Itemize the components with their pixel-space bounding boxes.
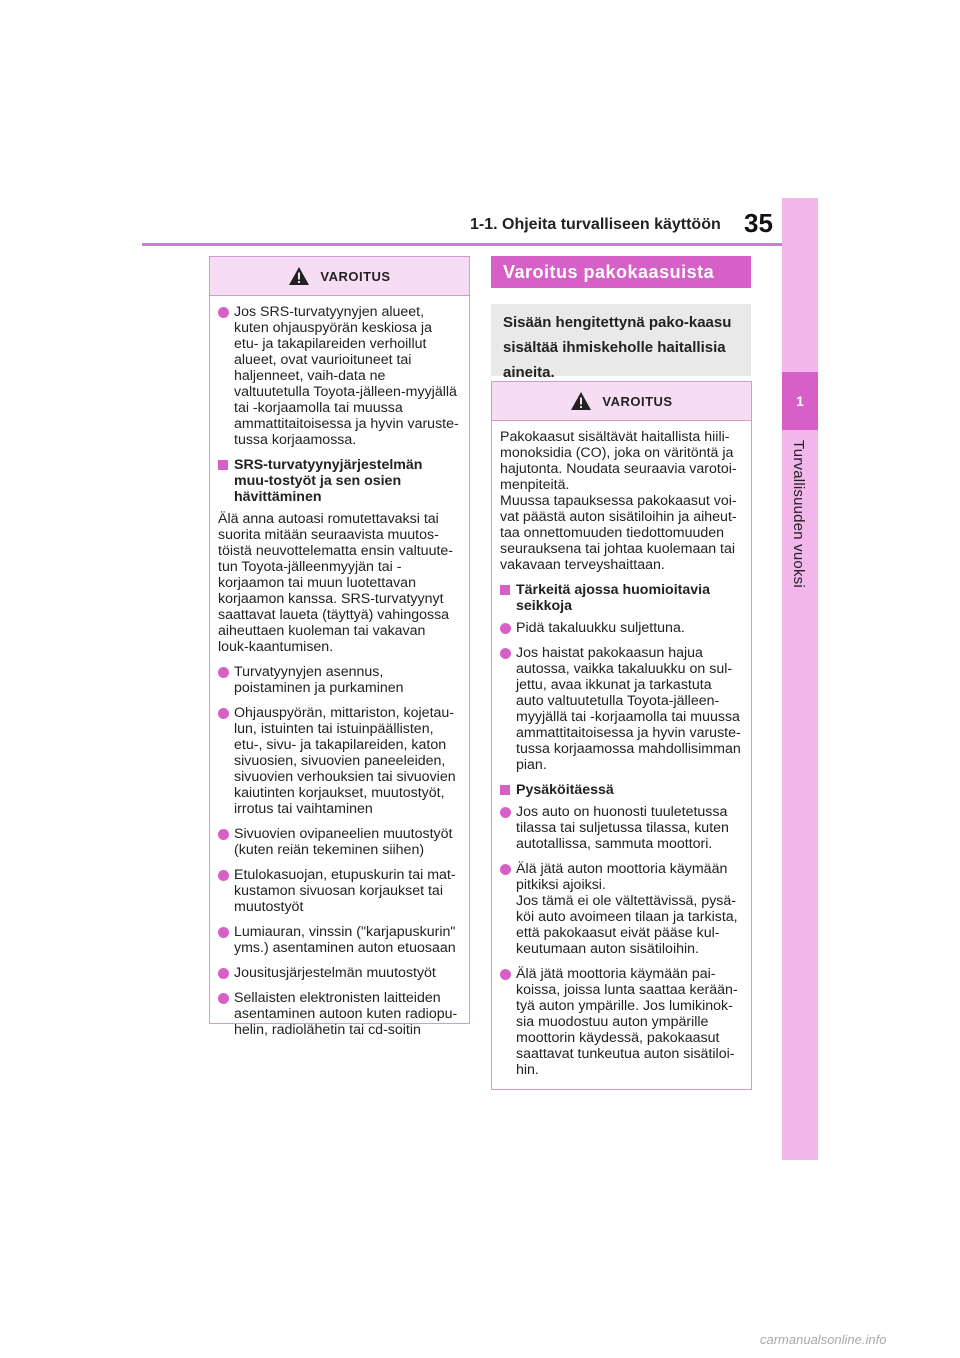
bullet-item: Etulokasuojan, etupuskurin tai mat-kustamon sivuosan korjaukset tai muutostyöt	[218, 867, 459, 915]
subheading: Tärkeitä ajossa huomioitavia seikkoja	[500, 582, 741, 614]
left-warning-body	[210, 296, 469, 1055]
bullet-item: Pidä takaluukku suljettuna.	[500, 620, 741, 636]
bullet-item: Lumiauran, vinssin ("karjapuskurin" yms.) asentaminen auton etuosaan	[218, 924, 459, 956]
warning-triangle-icon	[570, 391, 592, 411]
header-rule	[142, 243, 782, 246]
bullet-item: Sivuovien ovipaneelien muutostyöt (kuten reiän tekeminen siihen)	[218, 826, 459, 858]
bullet-item: Turvatyynyjen asennus, poistaminen ja purkaminen	[218, 664, 459, 696]
subheading: Pysäköitäessä	[500, 782, 741, 798]
bullet-item: Jos SRS-turvatyynyjen alueet, kuten ohjauspyörän keskiosa ja etu- ja takapilareiden verhoillut alueet, ovat vaurioituneet tai haljenneet, vaih-data ne valtuutetulla Toyota-jälleen-myyjällä tai -korjaamolla tai muussa ammattitaitoisessa ja hyvin varuste-tussa korjaamossa.	[218, 304, 459, 448]
bullet-item: Jos auto on huonosti tuuletetussa tilassa tai suljetussa tilassa, kuten autotallissa, sammuta moottori.	[500, 804, 741, 852]
chapter-title: 1-1. Ohjeita turvalliseen käyttöön	[470, 216, 721, 233]
left-warning-box	[209, 256, 470, 1038]
warning-triangle-icon	[288, 266, 310, 286]
section-banner: Varoitus pakokaasuista	[491, 256, 751, 288]
bullet-item: Älä jätä moottoria käymään pai-koissa, joissa lunta saattaa kerään-tyä auton ympärille. Jos lumikinok-sia muodostuu auton ympärille moottorin käydessä, pakokaasut saattavat tunkeutua auton sisätiloi-hin.	[500, 966, 741, 1078]
warning-label: VAROITUS	[320, 268, 391, 284]
watermark: carmanualsonline.info	[760, 1332, 887, 1347]
warning-label: VAROITUS	[602, 393, 673, 409]
side-tab-chapter-number: 1	[782, 372, 818, 430]
paragraph: Pakokaasut sisältävät haitallista hiili-monoksidia (CO), joka on väritöntä ja hajutonta. Noudata seuraavia varotoi-menpiteitä. Muussa tapauksessa pakokaasut voi-vat päästä auton sisätiloihin ja aiheut-taa onnettomuuden tiedottomuuden seurauksena tai johtaa kuolemaan tai vakavaan terveyshaittaan.	[500, 429, 737, 573]
side-tab-label: Turvallisuuden vuoksi	[790, 440, 807, 588]
side-tab	[782, 198, 818, 1160]
right-warning-body	[492, 421, 751, 1095]
subheading: SRS-turvatyynyjärjestelmän muu-tostyöt ja sen osien hävittäminen	[218, 457, 459, 505]
bullet-item: Sellaisten elektronisten laitteiden asentaminen autoon kuten radiopu-helin, radiolähetin tai cd-soitin	[218, 990, 459, 1038]
bullet-item: Jousitusjärjestelmän muutostyöt	[218, 965, 459, 981]
page-number: 35	[744, 208, 773, 238]
warning-header	[492, 382, 751, 421]
bullet-item: Ohjauspyörän, mittariston, kojetau-lun, istuinten tai istuinpäällisten, etu-, sivu- ja takapilareiden, katon sivuosien, sivuovien paneeleiden, sivuovien verhouksien tai sivuovien kaiutinten korjaukset, muutostyöt, irrotus tai vaihtaminen	[218, 705, 459, 817]
right-warning-box	[491, 381, 752, 1090]
section-intro: Sisään hengitettynä pako-kaasu sisältää ihmiskeholle haitallisia aineita.	[491, 304, 751, 376]
paragraph: Älä anna autoasi romutettavaksi tai suorita mitään seuraavista muutos-töistä neuvottelematta ensin valtuute-tun Toyota-jälleenmyyjän tai -korjaamon tai muun luotettavan korjaamon kanssa. SRS-turvatyynyt saattavat laueta (täyttyä) vahingossa aiheuttaen kuoleman tai vakavan louk-kaantumisen.	[218, 511, 454, 655]
warning-header	[210, 257, 469, 296]
bullet-item: Älä jätä auton moottoria käymään pitkiksi ajoiksi. Jos tämä ei ole vältettävissä, pysä-köi auto avoimeen tilaan ja tarkista, että pakokaasut eivät pääse kul-keutumaan auton sisätiloihin.	[500, 861, 741, 957]
bullet-item: Jos haistat pakokaasun hajua autossa, vaikka takaluukku on sul-jettu, avaa ikkunat ja tarkastuta auto valtuutetulla Toyota-jälleen-myyjällä tai -korjaamolla tai muussa ammattitaitoisessa ja hyvin varuste-tussa korjaamossa mahdollisimman pian.	[500, 645, 741, 773]
